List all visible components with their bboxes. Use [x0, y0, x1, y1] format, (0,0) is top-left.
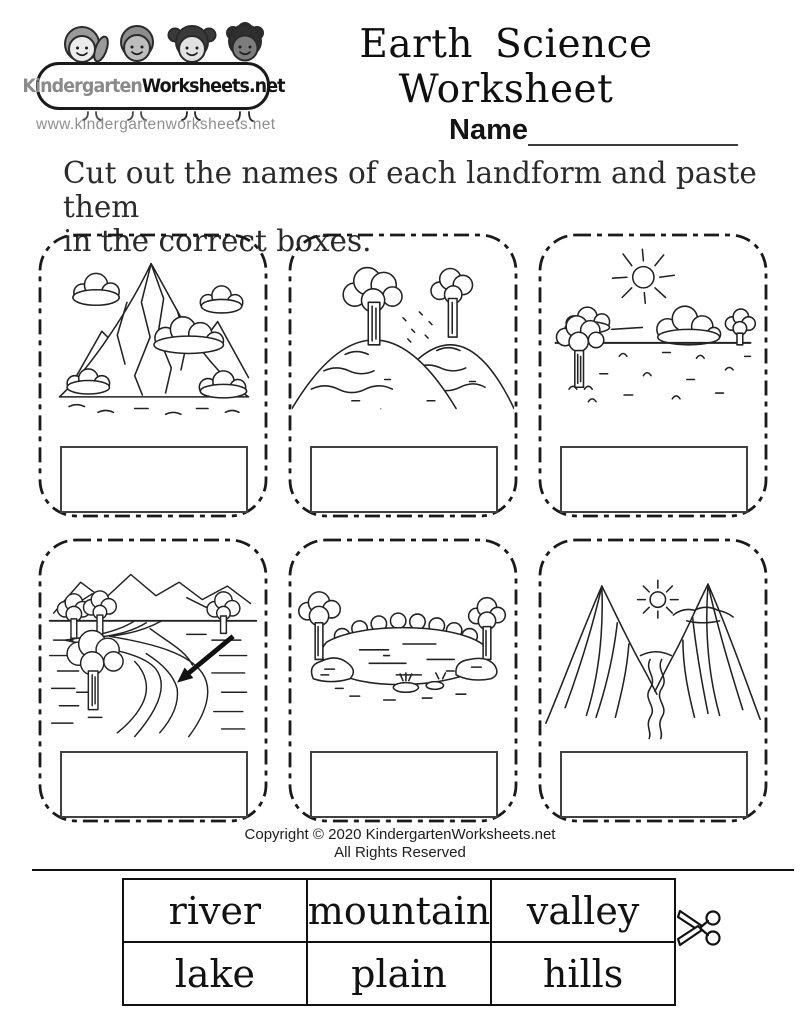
landform-card-plain [538, 233, 768, 518]
answer-box-lake[interactable] [310, 751, 498, 818]
answer-box-hills[interactable] [310, 446, 498, 513]
landform-card-valley [538, 538, 768, 823]
logo [21, 20, 285, 138]
river-illustration [42, 546, 264, 742]
copyright-line1: Copyright © 2020 KindergartenWorksheets.net [244, 826, 556, 843]
answer-box-valley[interactable] [560, 751, 748, 818]
instructions-line1: Cut out the names of each landform and paste them [63, 156, 757, 224]
word-bank [122, 878, 676, 1006]
word-bank-cell-valley[interactable]: valley [491, 879, 675, 942]
word-bank-cell-plain[interactable]: plain [307, 942, 491, 1005]
page-title: Earth Science Worksheet [359, 22, 653, 112]
landform-cards-grid [38, 233, 768, 823]
logo-banner [21, 62, 285, 110]
river-arrow [177, 636, 233, 682]
valley-illustration [542, 546, 764, 742]
landform-card-hills [288, 233, 518, 518]
instructions-line2: in the correct boxes. [63, 224, 372, 258]
word-bank-cell-mountain[interactable]: mountain [307, 879, 491, 942]
footer-divider-line [32, 869, 794, 871]
answer-box-plain[interactable] [560, 446, 748, 513]
answer-box-river[interactable] [60, 751, 248, 818]
name-label: Name [449, 114, 528, 146]
copyright [0, 826, 800, 862]
plain-illustration [542, 241, 764, 437]
landform-card-lake [288, 538, 518, 823]
hills-illustration [292, 241, 514, 437]
name-blank-line[interactable] [528, 116, 738, 146]
logo-brand-gray: Kindergarten [21, 75, 142, 97]
landform-card-river [38, 538, 268, 823]
mountain-illustration [42, 241, 264, 437]
website-url: www.kindergartenworksheets.net [36, 116, 276, 133]
word-bank-cell-lake[interactable]: lake [123, 942, 307, 1005]
lake-illustration [292, 546, 514, 742]
name-field [449, 114, 738, 146]
word-bank-cell-river[interactable]: river [123, 879, 307, 942]
copyright-line2: All Rights Reserved [334, 844, 466, 861]
word-bank-cell-hills[interactable]: hills [491, 942, 675, 1005]
landform-card-mountain [38, 233, 268, 518]
logo-brand-black: Worksheets.net [141, 75, 285, 97]
answer-box-mountain[interactable] [60, 446, 248, 513]
scissors-icon [676, 905, 726, 951]
